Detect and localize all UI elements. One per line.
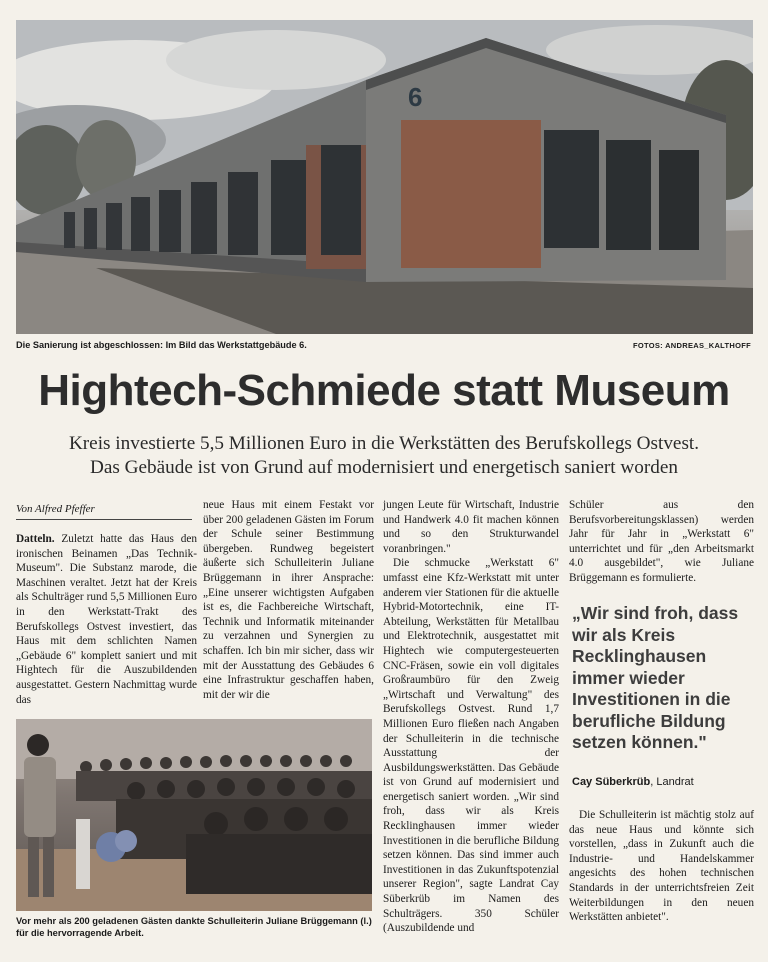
- column-3-text-2: Die schmucke „Werkstatt 6" umfasst eine Kfz-Werkstatt mit unter anderem vier Stationen für die aktuelle Hybrid-Motortechnik, eine IT-Abteilung, Werkstätten für Metallbau und Elektrotechnik, ausgestattet mit Hightech wie computergesteuerten CNC-Fräsen, sowie ein voll digitales Großraumbüro für den Zweig „Wirtschaft und Verwaltung" des Berufskollegs Ostvest. Rund 1,7 Millionen Euro fließen nach Angaben der Schulleiterin in die technische Ausstattung der Ausbildungswerkstätten. Das Gebäude ist von Grund auf modernisiert und energetisch saniert worden. „Wir sind froh, dass wir als Kreis Recklinghausen immer wieder Investitionen in die berufliche Bildung setzen können. Das sind immer auch Investitionen in das Zukunftspotenzial unserer Region", sagte Landrat Cay Süberkrüb im Namen des Schulträgers. 350 Schüler (Auszubildende und: [383, 557, 559, 935]
- byline-divider: [16, 519, 192, 520]
- building-photo: [16, 20, 753, 334]
- quote-author-role: , Landrat: [650, 776, 694, 788]
- audience-photo-caption: Vor mehr als 200 geladenen Gästen dankte Schulleiterin Juliane Brüggemann (l.) für die hervorragende Arbeit.: [16, 916, 372, 938]
- pull-quote-author: [572, 776, 694, 788]
- article-column-4-continued: [569, 808, 754, 925]
- article-column-3: [383, 498, 559, 936]
- photo-caption: [16, 340, 753, 354]
- building-number: 6: [408, 82, 423, 112]
- column-4-text-2: Die Schulleiterin ist mächtig stolz auf das neue Haus und könnte sich vorstellen, „dass in Zukunft auch die Industrie- und Handelskammer angesichts des hohen technischen Standards in der unterrichtsfreien Zeit Weiterbildungen in den neuen Werkstätten anbietet".: [569, 809, 754, 924]
- photo-caption-text: Die Sanierung ist abgeschlossen: Im Bild das Werkstattgebäude 6.: [16, 340, 307, 350]
- subheadline-line-2: Das Gebäude ist von Grund auf modernisiert und energetisch saniert worden: [90, 457, 678, 478]
- column-1-text: Zuletzt hatte das Haus den ironischen Beinamen „Das Technik-Museum". Die Substanz marode, die Maschinen veraltet. Jetzt hat der Kreis als Schulträger rund 5,5 Millionen Euro in den Werkstatt-Trakt des Berufskollegs Ostvest investiert, das Haus mit dem schlichten Namen „Gebäude 6" komplett saniert und mit Hightech für die Auszubildenden ausgestattet. Gestern Nachmittag wurde das: [16, 533, 197, 706]
- article-column-1: [16, 532, 197, 707]
- pull-quote: „Wir sind froh, dass wir als Kreis Recklinghausen immer wieder Investitionen in die berufliche Bildung setzen können.": [572, 603, 739, 752]
- quote-author-name: Cay Süberkrüb: [572, 776, 651, 788]
- headline: Hightech-Schmiede statt Museum: [38, 366, 730, 415]
- audience-illustration: [16, 719, 372, 911]
- photo-credit: FOTOS: ANDREAS_KALTHOFF: [632, 341, 751, 350]
- article-column-4: [569, 498, 754, 586]
- column-4-text: Schüler aus den Berufsvorbereitungsklassen) werden Jahr für Jahr in „Werkstatt 6" unterrichtet und für „den Arbeitsmarkt 4.0 ausgebildet", wie Juliane Brüggemann es formulierte.: [569, 499, 754, 584]
- dateline: Datteln.: [16, 533, 55, 545]
- subheadline: [10, 432, 758, 480]
- byline: Von Alfred Pfeffer: [16, 503, 95, 515]
- subheadline-line-1: Kreis investierte 5,5 Millionen Euro in die Werkstätten des Berufskollegs Ostvest.: [68, 433, 700, 454]
- column-3-text: jungen Leute für Wirtschaft, Industrie und Handwerk 4.0 fit machen können und so den Strukturwandel voranbringen.": [383, 499, 559, 555]
- column-2-text: neue Haus mit einem Festakt vor über 200 geladenen Gästen im Forum der Schule seiner Bestimmung übergeben. Rundweg begeistert äußerte sich Schulleiterin Juliane Brüggemann in ihrer Ansprache: „Eine unserer wichtigsten Aufgaben ist es, die Fachbereiche Wirtschaft, Technik und Informatik miteinander zu verzahnen und Synergien zu schaffen. Ich bin mir sicher, dass wir mit der Ausstattung des Gebäudes 6 eine Infrastruktur geschaffen haben, mit der wir die: [203, 499, 374, 701]
- building-illustration: [16, 20, 753, 334]
- audience-photo: [16, 719, 372, 911]
- article-column-2: [203, 498, 374, 702]
